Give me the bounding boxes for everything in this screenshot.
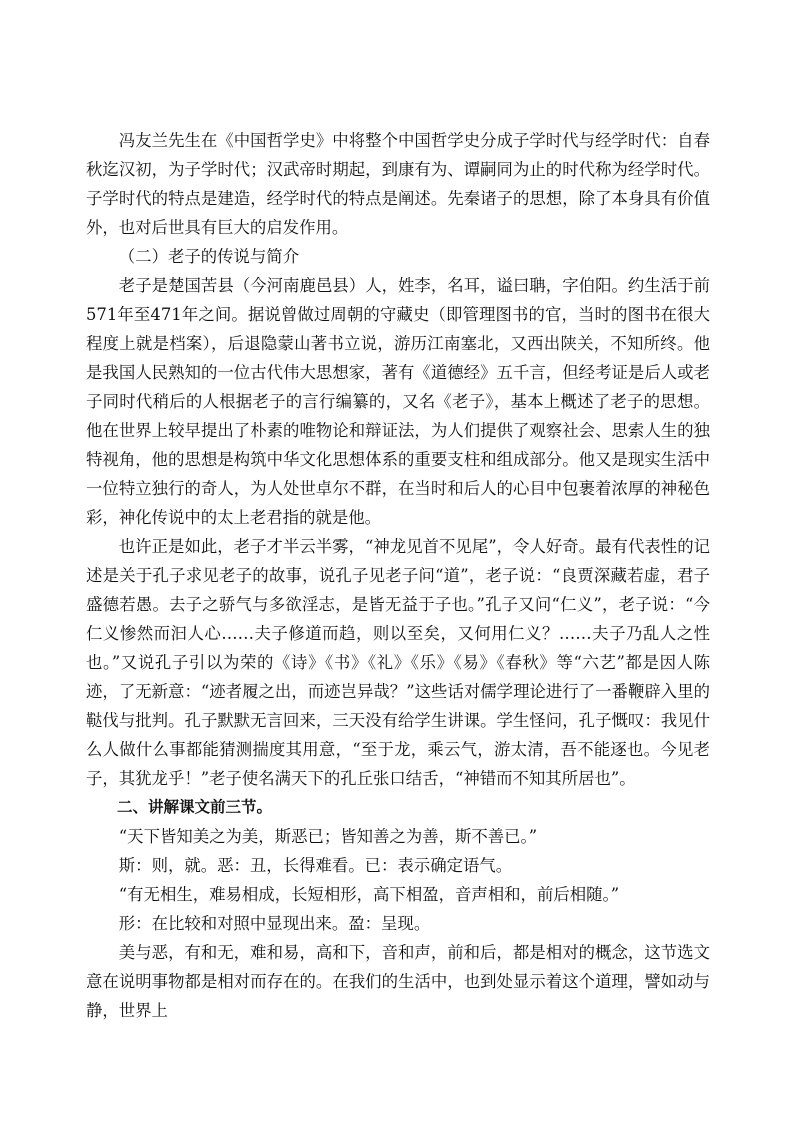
quote-relativity: “有无相生，难易相成，长短相形，高下相盈，音声相和，前后相随。” xyxy=(118,885,620,904)
heading-lesson-sections: 二、讲解课文前三节。 xyxy=(117,798,273,816)
quote-beauty-goodness: “天下皆知美之为美，斯恶已；皆知善之为善，斯不善已。” xyxy=(118,827,538,846)
paragraph-confucius-visit: 也许正是如此，老子才半云半雾，“神龙见首不见尾”，令人好奇。最有代表性的记述是关于孔子求见老子的故事，说孔子见老子问“道”，老子说：“良贾深藏若虚，君子盛德若愚。去子之骄气与多欲淫志，是皆无益于子也。”孔子又问“仁义”，老子说：“今仁义惨然而汩人心……夫子修道而趋，则以至矣，又何用仁义？……夫子乃乱人之性也。”又说孔子引以为荣的《诗》《书》《礼》《乐》《易》《春秋》等“六艺”都是因人陈迹，了无新意：“迹者履之出，而迹岂异哉？”这些话对儒学理论进行了一番鞭辟入里的鞑伐与批判。孔子默默无言回来，三天没有给学生讲课。学生怪问，孔子慨叹：我见什么人做什么事都能猜测揣度其用意，“至于龙，乘云气，游太清，吾不能逐也。今见老子，其犹龙乎！”老子使名满天下的孔丘张口结舌，“神错而不知其所居也”。 xyxy=(86,537,710,788)
paragraph-laozi-intro: 老子是楚国苦县（今河南鹿邑县）人，姓李，名耳，谥曰聃，字伯阳。约生活于前571年至471年之间。据说曾做过周朝的守藏史（即管理图书的官，当时的图书在很大程度上就是档案），后退隐蒙山著书立说，游历江南塞北，又西出陕关，不知所终。他是我国人民熟知的一位古代伟大思想家，著有《道德经》五千言，但经考证是后人或老子同时代稍后的人根据老子的言行编纂的，又名《老子》，基本上概述了老子的思想。他在世界上较早提出了朴素的唯物论和辩证法，为人们提供了观察社会、思索人生的独特视角，他的思想是构筑中华文化思想体系的重要支柱和组成部分。他又是现实生活中一位特立独行的奇人，为人处世卓尔不群，在当时和后人的心目中包裹着浓厚的神秘色彩，神化传说中的太上老君指的就是他。 xyxy=(86,276,710,527)
paragraph-explanation: 美与恶，有和无，难和易，高和下，音和声，前和后，都是相对的概念，这节选文意在说明事物都是相对而存在的。在我们的生活中，也到处显示着这个道理，譬如动与静，世界上 xyxy=(86,943,710,1020)
definition-1: 斯：则，就。恶：丑，长得难看。已：表示确定语气。 xyxy=(118,856,513,875)
paragraph-feng-youlan: 冯友兰先生在《中国哲学史》中将整个中国哲学史分成子学时代与经学时代：自春秋迄汉初，为子学时代；汉武帝时期起，到康有为、谭嗣同为止的时代称为经学时代。子学时代的特点是建造，经学时代的特点是阐述。先秦诸子的思想，除了本身具有价值外，也对后世具有巨大的启发作用。 xyxy=(86,131,710,237)
heading-laozi-legend: （二）老子的传说与简介 xyxy=(118,247,300,266)
definition-2: 形：在比较和对照中显现出来。盈：呈现。 xyxy=(118,914,431,933)
document-page xyxy=(86,126,710,1025)
